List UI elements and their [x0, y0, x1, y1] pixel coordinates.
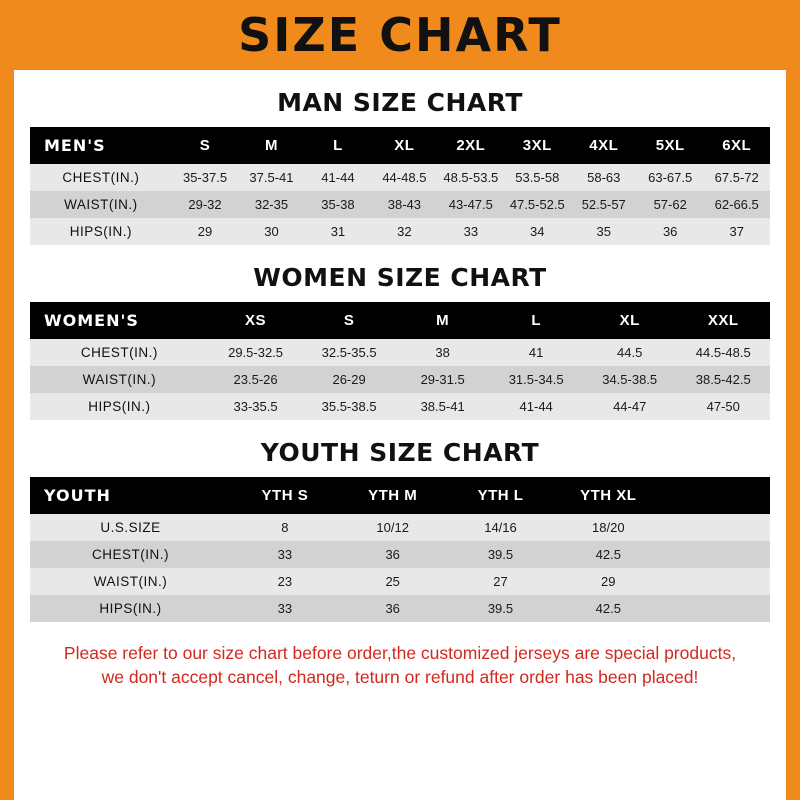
- footer-note-line-2: we don't accept cancel, change, teturn or refund after order has been placed!: [101, 666, 699, 687]
- men-r2-c8: 37: [703, 218, 770, 245]
- youth-r3-c2: 39.5: [447, 595, 555, 622]
- men-r1-c1: 32-35: [238, 191, 304, 218]
- section-title-men: MAN SIZE CHART: [277, 88, 523, 117]
- youth-row-3-label: HIPS(IN.): [30, 595, 231, 622]
- page-title: SIZE CHART: [238, 8, 562, 62]
- youth-r3-c3: 42.5: [554, 595, 662, 622]
- youth-size-table: [30, 477, 770, 622]
- women-r1-c4: 34.5-38.5: [583, 366, 677, 393]
- women-r0-c5: 44.5-48.5: [676, 339, 770, 366]
- table-row: [30, 218, 770, 245]
- women-row-0-label: CHEST(IN.): [30, 339, 209, 366]
- youth-r1-c1: 36: [339, 541, 447, 568]
- men-r2-c1: 30: [238, 218, 304, 245]
- youth-row-2-label: WAIST(IN.): [30, 568, 231, 595]
- table-row: [30, 568, 770, 595]
- women-row-1-label: WAIST(IN.): [30, 366, 209, 393]
- men-r1-c8: 62-66.5: [703, 191, 770, 218]
- women-r0-c0: 29.5-32.5: [209, 339, 303, 366]
- women-r2-c3: 41-44: [489, 393, 583, 420]
- men-r1-c7: 57-62: [637, 191, 703, 218]
- women-table-head: [30, 302, 770, 339]
- women-r0-c4: 44.5: [583, 339, 677, 366]
- men-r2-c5: 34: [504, 218, 570, 245]
- youth-corner-label: YOUTH: [30, 477, 231, 514]
- men-r0-c5: 53.5-58: [504, 164, 570, 191]
- women-col-4: XL: [583, 302, 677, 339]
- youth-r2-c1: 25: [339, 568, 447, 595]
- table-row: [30, 393, 770, 420]
- youth-col-spacer: [662, 477, 770, 514]
- men-r1-c6: 52.5-57: [571, 191, 637, 218]
- footer-note-line-1: Please refer to our size chart before order,the customized jerseys are special products,: [63, 643, 737, 663]
- men-col-1: M: [238, 127, 304, 164]
- men-r2-c6: 35: [571, 218, 637, 245]
- women-col-1: S: [302, 302, 396, 339]
- women-col-3: L: [489, 302, 583, 339]
- women-row-2-label: HIPS(IN.): [30, 393, 209, 420]
- women-col-2: M: [396, 302, 490, 339]
- women-r1-c1: 26-29: [302, 366, 396, 393]
- youth-r0-spacer: [662, 514, 770, 541]
- youth-r1-c0: 33: [231, 541, 339, 568]
- section-women: [30, 263, 770, 420]
- women-r2-c4: 44-47: [583, 393, 677, 420]
- table-row: [30, 191, 770, 218]
- men-r0-c4: 48.5-53.5: [438, 164, 504, 191]
- section-men: [30, 88, 770, 245]
- women-r0-c1: 32.5-35.5: [302, 339, 396, 366]
- men-row-1-label: WAIST(IN.): [30, 191, 172, 218]
- youth-r3-spacer: [662, 595, 770, 622]
- table-row: [30, 164, 770, 191]
- youth-r0-c2: 14/16: [447, 514, 555, 541]
- youth-table-head: [30, 477, 770, 514]
- women-r1-c3: 31.5-34.5: [489, 366, 583, 393]
- men-corner-label: MEN'S: [30, 127, 172, 164]
- section-title-youth: YOUTH SIZE CHART: [260, 438, 540, 467]
- women-header-row: [30, 302, 770, 339]
- women-r1-c2: 29-31.5: [396, 366, 490, 393]
- youth-r3-c0: 33: [231, 595, 339, 622]
- youth-r2-c0: 23: [231, 568, 339, 595]
- youth-row-1-label: CHEST(IN.): [30, 541, 231, 568]
- men-col-3: XL: [371, 127, 437, 164]
- youth-col-3: YTH XL: [554, 477, 662, 514]
- men-r0-c3: 44-48.5: [371, 164, 437, 191]
- men-header-row: [30, 127, 770, 164]
- youth-r1-spacer: [662, 541, 770, 568]
- men-r0-c8: 67.5-72: [703, 164, 770, 191]
- youth-r2-c3: 29: [554, 568, 662, 595]
- section-youth: [30, 438, 770, 622]
- table-row: [30, 595, 770, 622]
- youth-table-body: [30, 514, 770, 622]
- women-col-0: XS: [209, 302, 303, 339]
- women-r1-c0: 23.5-26: [209, 366, 303, 393]
- men-r1-c0: 29-32: [172, 191, 238, 218]
- table-row: [30, 514, 770, 541]
- chart-content: [14, 88, 786, 689]
- men-r1-c4: 43-47.5: [438, 191, 504, 218]
- men-r0-c1: 37.5-41: [238, 164, 304, 191]
- women-r2-c0: 33-35.5: [209, 393, 303, 420]
- men-r2-c7: 36: [637, 218, 703, 245]
- youth-r2-spacer: [662, 568, 770, 595]
- women-size-table: [30, 302, 770, 420]
- men-col-2: L: [305, 127, 371, 164]
- youth-col-2: YTH L: [447, 477, 555, 514]
- men-row-2-label: HIPS(IN.): [30, 218, 172, 245]
- youth-r2-c2: 27: [447, 568, 555, 595]
- women-table-body: [30, 339, 770, 420]
- header-band: [0, 0, 800, 70]
- women-corner-label: WOMEN'S: [30, 302, 209, 339]
- youth-r1-c3: 42.5: [554, 541, 662, 568]
- youth-row-0-label: U.S.SIZE: [30, 514, 231, 541]
- men-col-0: S: [172, 127, 238, 164]
- youth-r1-c2: 39.5: [447, 541, 555, 568]
- men-r2-c3: 32: [371, 218, 437, 245]
- youth-col-0: YTH S: [231, 477, 339, 514]
- women-r0-c2: 38: [396, 339, 490, 366]
- footer-note: [30, 642, 770, 689]
- section-title-women: WOMEN SIZE CHART: [253, 263, 547, 292]
- youth-r0-c1: 10/12: [339, 514, 447, 541]
- women-r2-c1: 35.5-38.5: [302, 393, 396, 420]
- men-row-0-label: CHEST(IN.): [30, 164, 172, 191]
- men-r1-c2: 35-38: [305, 191, 371, 218]
- table-row: [30, 366, 770, 393]
- men-r0-c7: 63-67.5: [637, 164, 703, 191]
- men-r2-c2: 31: [305, 218, 371, 245]
- men-table-head: [30, 127, 770, 164]
- youth-header-row: [30, 477, 770, 514]
- men-col-8: 6XL: [703, 127, 770, 164]
- table-row: [30, 339, 770, 366]
- men-r1-c3: 38-43: [371, 191, 437, 218]
- men-r2-c4: 33: [438, 218, 504, 245]
- men-r0-c2: 41-44: [305, 164, 371, 191]
- men-r1-c5: 47.5-52.5: [504, 191, 570, 218]
- men-r0-c6: 58-63: [571, 164, 637, 191]
- women-r2-c5: 47-50: [676, 393, 770, 420]
- youth-r0-c3: 18/20: [554, 514, 662, 541]
- men-table-body: [30, 164, 770, 245]
- women-r1-c5: 38.5-42.5: [676, 366, 770, 393]
- table-row: [30, 541, 770, 568]
- men-col-4: 2XL: [438, 127, 504, 164]
- youth-r3-c1: 36: [339, 595, 447, 622]
- youth-r0-c0: 8: [231, 514, 339, 541]
- women-col-5: XXL: [676, 302, 770, 339]
- men-col-6: 4XL: [571, 127, 637, 164]
- men-col-7: 5XL: [637, 127, 703, 164]
- youth-col-1: YTH M: [339, 477, 447, 514]
- women-r2-c2: 38.5-41: [396, 393, 490, 420]
- women-r0-c3: 41: [489, 339, 583, 366]
- men-r2-c0: 29: [172, 218, 238, 245]
- men-r0-c0: 35-37.5: [172, 164, 238, 191]
- men-size-table: [30, 127, 770, 245]
- men-col-5: 3XL: [504, 127, 570, 164]
